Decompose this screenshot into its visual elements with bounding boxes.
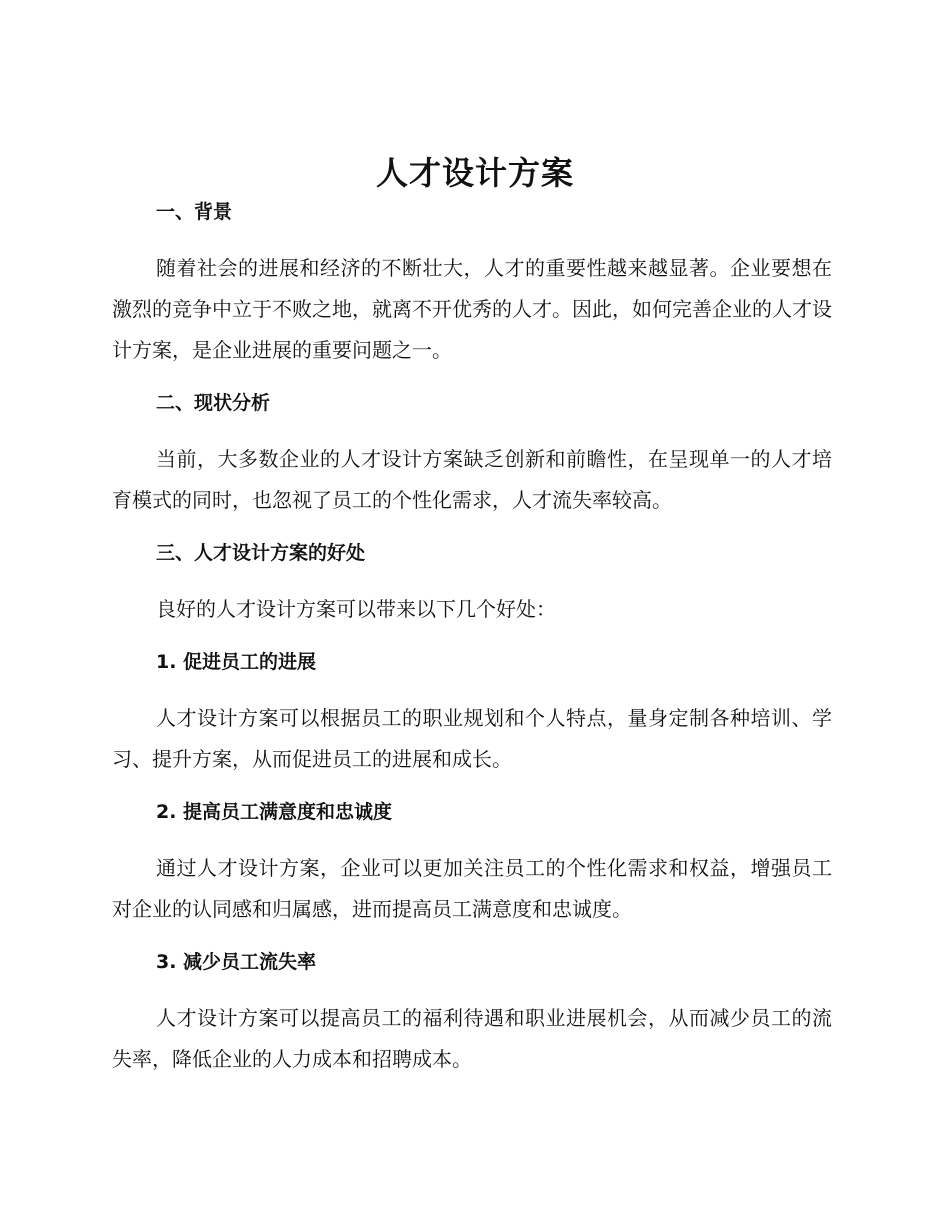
subsection-heading-reduce-turnover: 3. 减少员工流失率 [156, 951, 317, 973]
section-heading-background: 一、背景 [156, 201, 233, 223]
section-paragraph-background: 随着社会的进展和经济的不断壮大，人才的重要性越来越显著。企业要想在激烈的竞争中立于不败之地，就离不开优秀的人才。因此，如何完善企业的人才设计方案，是企业进展的重要问题之一。 [112, 256, 832, 362]
section-heading-benefits: 三、人才设计方案的好处 [156, 542, 366, 564]
subsection-paragraph-employee-growth: 人才设计方案可以根据员工的职业规划和个人特点，量身定制各种培训、学习、提升方案，从而促进员工的进展和成长。 [112, 706, 832, 771]
subsection-paragraph-reduce-turnover: 人才设计方案可以提高员工的福利待遇和职业进展机会，从而减少员工的流失率，降低企业的人力成本和招聘成本。 [112, 1006, 832, 1071]
document-body [112, 196, 832, 1080]
subsection-heading-satisfaction-loyalty: 2. 提高员工满意度和忠诚度 [156, 801, 393, 823]
subsection-heading-employee-growth: 1. 促进员工的进展 [156, 651, 317, 673]
section-heading-status-analysis: 二、现状分析 [156, 392, 271, 414]
section-paragraph-status-analysis: 当前，大多数企业的人才设计方案缺乏创新和前瞻性，在呈现单一的人才培育模式的同时，也忽视了员工的个性化需求，人才流失率较高。 [112, 447, 832, 512]
subsection-paragraph-satisfaction-loyalty: 通过人才设计方案，企业可以更加关注员工的个性化需求和权益，增强员工对企业的认同感和归属感，进而提高员工满意度和忠诚度。 [112, 856, 832, 921]
section-paragraph-benefits: 良好的人才设计方案可以带来以下几个好处： [156, 597, 556, 621]
page-title: 人才设计方案 [375, 154, 574, 192]
